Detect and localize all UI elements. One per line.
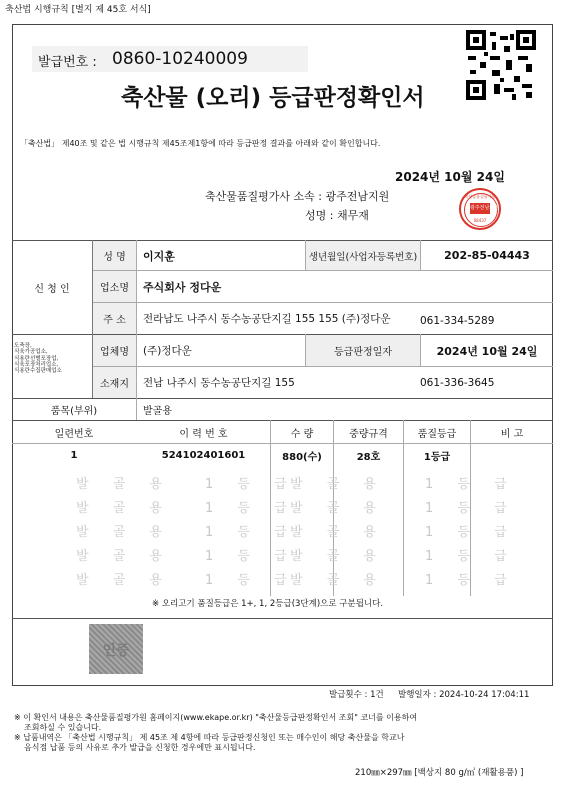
- seal-top-text: 축산물품질평가원: [464, 194, 496, 199]
- issue-number: 0860-10240009: [112, 49, 248, 69]
- facility-section-label: 도축장, 식육가공업소, 식용란선별포장업, 식육포장처리업소, 식용란수집판매업소: [14, 343, 62, 375]
- page-title: 축산물 (오리) 등급판정확인서: [121, 85, 425, 111]
- address-label: 주 소: [93, 303, 136, 334]
- col-remarks: 비 고: [500, 428, 524, 440]
- applicant-phone: 061-334-5289: [420, 314, 495, 327]
- intro-text: 「축산법」 제40조 및 같은 법 시행규칙 제45조제1항에 따라 등급판정 결과를 아래와 같이 확인합니다.: [20, 139, 381, 148]
- paper-spec: 210㎜×297㎜ [백상지 80 g/㎡ (재활용품) ]: [355, 768, 524, 778]
- row-serial: 1: [70, 449, 78, 461]
- official-seal: [459, 188, 501, 230]
- company-label: 업소명: [93, 271, 136, 302]
- seal-number: 08437: [473, 218, 487, 223]
- grading-date: 2024년 10월 24일: [436, 344, 538, 358]
- issue-count: 발급횟수 : 1건: [329, 690, 384, 700]
- birth-value: 202-85-04443: [444, 249, 530, 262]
- col-quality-grade: 품질등급: [417, 428, 457, 440]
- applicant-name: 이지훈: [143, 249, 175, 263]
- qr-code-icon: [466, 30, 536, 100]
- applicant-section-label: 신 청 인: [34, 283, 70, 295]
- facility-company: (주)정다운: [143, 345, 192, 357]
- issue-date: 2024년 10월 24일: [395, 170, 505, 184]
- grading-date-label: 등급판정일자: [306, 335, 420, 366]
- birth-label: 생년월일(사업자등록번호): [306, 241, 420, 270]
- row-quantity: 880(수): [282, 451, 322, 463]
- footer-note-1b: 조회하실 수 있습니다.: [24, 723, 102, 732]
- col-trace-number: 이 력 번 호: [179, 428, 228, 440]
- footer-note-2: ※ 납품내역은 「축산법 시행규칙」 제 45조 제 4항에 따라 등급판정신청인 또는 매수인이 해당 축산물을 학교나: [14, 733, 405, 742]
- issue-datetime: 발행일자 : 2024-10-24 17:04:11: [398, 690, 530, 700]
- facility-company-label: 업체명: [93, 335, 136, 366]
- seal-center-text: 광주전남지원: [470, 203, 490, 214]
- row-weight-spec: 28호: [356, 451, 381, 463]
- row-trace-number: 524102401601: [161, 449, 246, 461]
- facility-phone: 061-336-3645: [420, 376, 495, 389]
- inspector-affiliation: 축산물품질평가사 소속 : 광주전남지원: [205, 190, 390, 203]
- row-quality-grade: 1등급: [423, 451, 451, 463]
- authentication-stamp: 인증: [89, 624, 143, 674]
- col-serial: 일련번호: [54, 428, 94, 440]
- issue-number-box: [32, 46, 308, 72]
- applicant-name-label: 성 명: [93, 241, 136, 270]
- applicant-address: 전라남도 나주시 동수농공단지길 155 155 (주)정다운: [143, 313, 391, 325]
- item-value: 발골용: [143, 406, 172, 417]
- footer-note-2b: 음식점 납품 등의 사유로 추가 발급을 신청한 경우에만 표시됩니다.: [24, 743, 256, 752]
- col-quantity: 수 량: [290, 428, 314, 440]
- facility-address: 전남 나주시 동수농공단지길 155: [143, 377, 295, 389]
- inspector-name: 성명 : 채무재: [305, 209, 369, 222]
- company-name: 주식회사 정다운: [143, 280, 222, 294]
- grade-note: ※ 오리고기 품질등급은 1+, 1, 2등급(3단계)으로 구분됩니다.: [152, 599, 384, 609]
- row-remarks: [471, 444, 553, 466]
- footer-note-1: ※ 이 확인서 내용은 축산물품질평가원 홈페이지(www.ekape.or.kr) "축산물등급판정확인서 조회" 코너를 이용하여: [14, 713, 418, 722]
- form-caption: 축산법 시행규칙 [별지 제 45호 서식]: [5, 5, 151, 15]
- facility-address-label: 소재지: [93, 367, 136, 398]
- col-weight-spec: 중량규격: [349, 428, 388, 440]
- issue-number-label: 발급번호 :: [38, 55, 97, 70]
- item-label: 품목(부위): [50, 406, 98, 417]
